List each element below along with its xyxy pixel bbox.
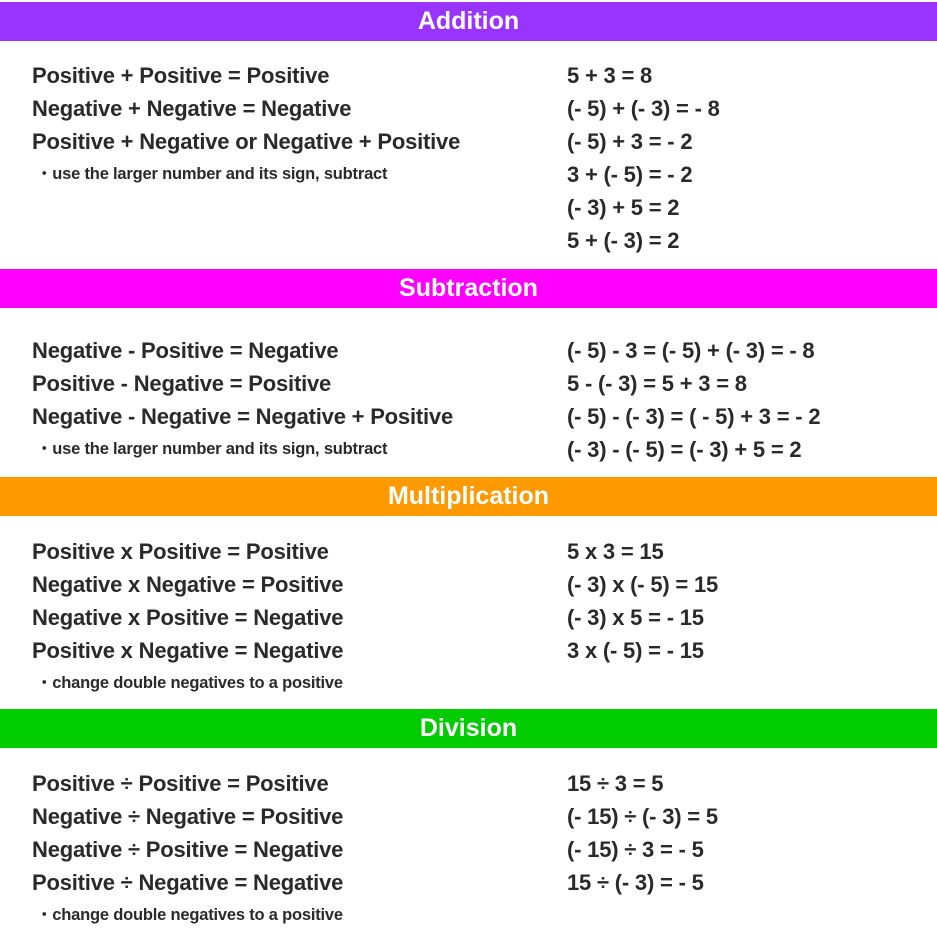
example-equation: 5 x 3 = 15 — [567, 539, 664, 564]
rule-text: Negative x Positive = Negative — [32, 605, 344, 630]
example-equation: (- 15) ÷ (- 3) = 5 — [567, 804, 718, 829]
rule-note: ・change double negatives to a positive — [36, 674, 343, 692]
rules-column — [32, 59, 460, 191]
example-equation: (- 3) x (- 5) = 15 — [567, 572, 719, 597]
rules-column — [32, 535, 343, 700]
rule-text: Negative + Negative = Negative — [32, 96, 352, 121]
examples-column — [567, 59, 720, 257]
example-equation: (- 3) + 5 = 2 — [567, 195, 680, 220]
example-equation: 15 ÷ (- 3) = - 5 — [567, 870, 704, 895]
rule-text: Positive - Negative = Positive — [32, 371, 332, 396]
section-header-addition: Addition — [0, 2, 937, 41]
rules-column — [32, 334, 453, 466]
example-equation: 5 + (- 3) = 2 — [567, 228, 680, 253]
rules-column — [32, 767, 343, 932]
rule-text: Positive x Negative = Negative — [32, 638, 344, 663]
example-equation: (- 5) + (- 3) = - 8 — [567, 96, 720, 121]
rule-text: Negative - Negative = Negative + Positive — [32, 404, 453, 429]
rule-text: Positive + Negative or Negative + Positive — [32, 129, 461, 154]
examples-column — [567, 334, 820, 466]
rule-text: Negative x Negative = Positive — [32, 572, 344, 597]
example-equation: (- 15) ÷ 3 = - 5 — [567, 837, 704, 862]
rule-note: ・use the larger number and its sign, subtract — [36, 165, 388, 183]
section-header-subtraction: Subtraction — [0, 269, 937, 308]
examples-column — [567, 767, 718, 899]
rule-note: ・change double negatives to a positive — [36, 906, 343, 924]
example-equation: 15 ÷ 3 = 5 — [567, 771, 664, 796]
section-header-multiplication: Multiplication — [0, 477, 937, 516]
rule-text: Positive ÷ Positive = Positive — [32, 771, 329, 796]
example-equation: 5 - (- 3) = 5 + 3 = 8 — [567, 371, 747, 396]
example-equation: (- 5) - 3 = (- 5) + (- 3) = - 8 — [567, 338, 815, 363]
rule-text: Negative - Positive = Negative — [32, 338, 339, 363]
example-equation: 5 + 3 = 8 — [567, 63, 653, 88]
rule-text: Positive x Positive = Positive — [32, 539, 329, 564]
rule-text: Positive ÷ Negative = Negative — [32, 870, 344, 895]
examples-column — [567, 535, 718, 667]
rule-text: Negative ÷ Positive = Negative — [32, 837, 344, 862]
example-equation: (- 3) - (- 5) = (- 3) + 5 = 2 — [567, 437, 802, 462]
example-equation: 3 x (- 5) = - 15 — [567, 638, 704, 663]
rule-text: Negative ÷ Negative = Positive — [32, 804, 344, 829]
example-equation: 3 + (- 5) = - 2 — [567, 162, 693, 187]
rule-text: Positive + Positive = Positive — [32, 63, 330, 88]
example-equation: (- 5) - (- 3) = ( - 5) + 3 = - 2 — [567, 404, 821, 429]
example-equation: (- 5) + 3 = - 2 — [567, 129, 693, 154]
rule-note: ・use the larger number and its sign, subtract — [36, 440, 388, 458]
section-header-division: Division — [0, 709, 937, 748]
example-equation: (- 3) x 5 = - 15 — [567, 605, 704, 630]
